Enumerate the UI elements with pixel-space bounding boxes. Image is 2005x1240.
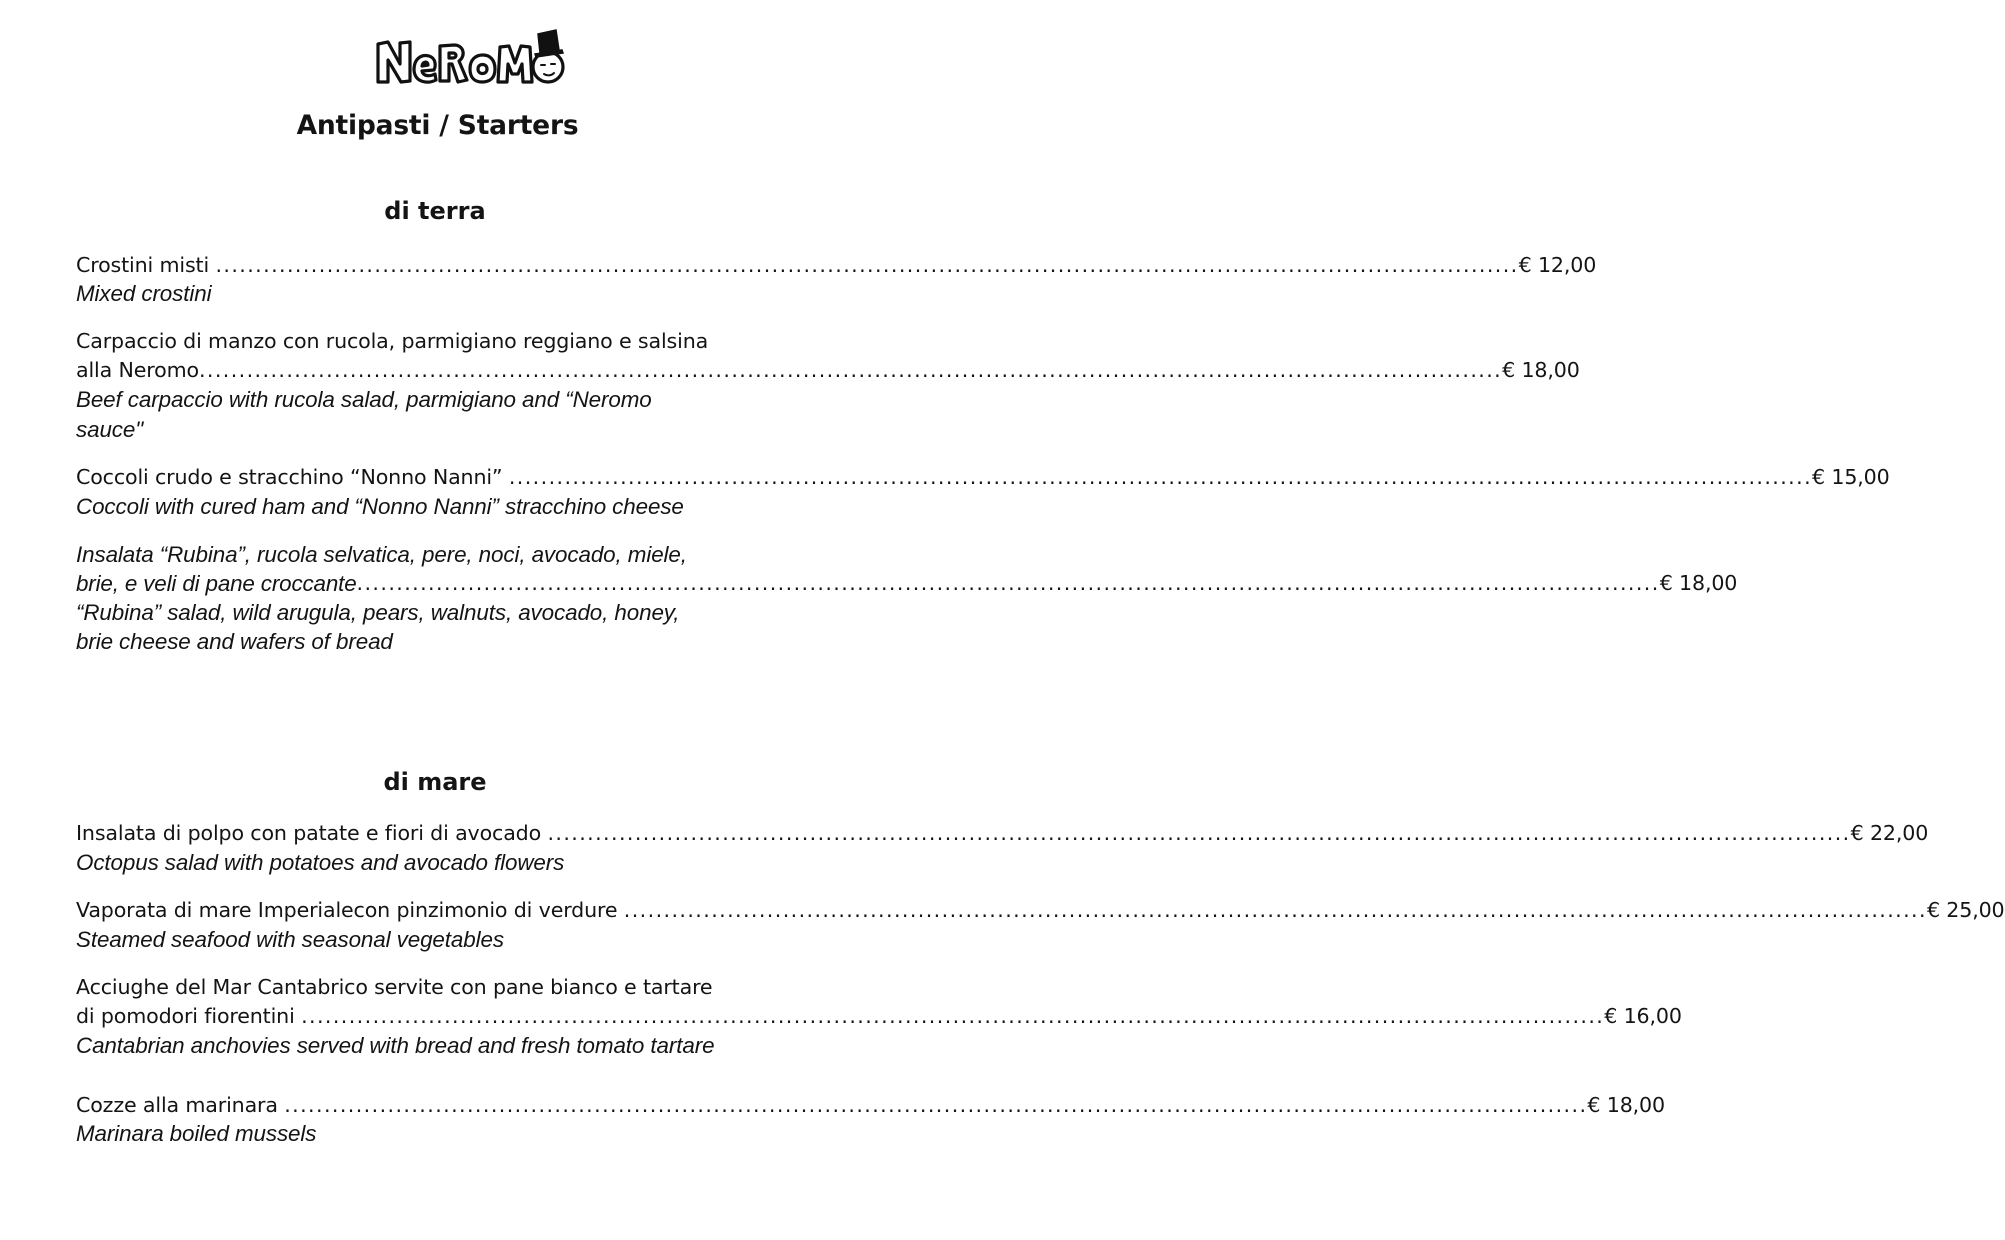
item-translation: “Rubina” salad, wild arugula, pears, walnuts, avocado, honey, (76, 600, 680, 625)
dot-leader: .................................................................................................................................................................... (284, 1093, 1588, 1117)
dot-leader: .................................................................................................................................................................... (547, 821, 1851, 845)
item-translation: Octopus salad with potatoes and avocado flowers (76, 850, 565, 875)
item-translation: Steamed seafood with seasonal vegetables (76, 927, 504, 952)
item-price: € 18,00 (1502, 358, 1580, 382)
menu-item-insalata-rubina (76, 571, 1738, 597)
item-price: € 15,00 (1812, 465, 1890, 489)
item-name: Cozze alla marinara (76, 1093, 285, 1117)
item-translation: Beef carpaccio with rucola salad, parmigiano and “Neromo (76, 387, 652, 412)
item-translation: Cantabrian anchovies served with bread and fresh tomato tartare (76, 1033, 715, 1058)
menu-item-coccoli (76, 465, 1890, 489)
dot-leader: .................................................................................................................................................................... (508, 465, 1813, 489)
section-title-di-terra: di terra (384, 197, 486, 225)
item-price: € 18,00 (1587, 1093, 1665, 1117)
item-name: Coccoli crudo e stracchino “Nonno Nanni” (76, 465, 509, 489)
dot-leader: .................................................................................................................................................................... (623, 898, 1927, 922)
menu-item-crostini-misti (76, 253, 1597, 277)
menu-item-cozze (76, 1093, 1665, 1117)
neromo-logo (372, 26, 572, 88)
dot-leader: .................................................................................................................................................................... (301, 1004, 1605, 1028)
dot-leader: .................................................................................................................................................................... (356, 571, 1660, 595)
item-name: Acciughe del Mar Cantabrico servite con pane bianco e tartare (76, 975, 713, 999)
dot-leader: .................................................................................................................................................................... (198, 358, 1503, 382)
item-price: € 22,00 (1850, 821, 1929, 845)
item-translation: sauce" (76, 417, 144, 442)
menu-item-insalata-polpo (76, 821, 1929, 845)
item-name: di pomodori fiorentini (76, 1004, 302, 1028)
page-title: Antipasti / Starters (296, 110, 579, 141)
item-price: € 25,00 (1926, 898, 2005, 922)
item-name: Crostini misti (76, 253, 216, 277)
item-name: Carpaccio di manzo con rucola, parmigiano reggiano e salsina (76, 329, 709, 353)
item-name: Vaporata di mare Imperialecon pinzimonio di verdure (76, 898, 624, 922)
item-translation: Coccoli with cured ham and “Nonno Nanni” stracchino cheese (76, 494, 684, 519)
item-name: Insalata “Rubina”, rucola selvatica, pere, noci, avocado, miele, (76, 542, 687, 567)
item-name: brie, e veli di pane croccante (76, 571, 357, 596)
item-price: € 12,00 (1518, 253, 1597, 277)
item-translation: brie cheese and wafers of bread (76, 629, 393, 654)
item-name: Insalata di polpo con patate e fiori di avocado (76, 821, 548, 845)
section-title-di-mare: di mare (383, 768, 487, 796)
menu-item-acciughe (76, 1004, 1682, 1028)
item-name: alla Neromo (76, 358, 199, 382)
dot-leader: .................................................................................................................................................................... (215, 253, 1519, 277)
item-translation: Mixed crostini (76, 281, 212, 306)
item-price: € 16,00 (1604, 1004, 1682, 1028)
item-translation: Marinara boiled mussels (76, 1121, 317, 1146)
menu-item-carpaccio (76, 358, 1580, 382)
item-price: € 18,00 (1659, 571, 1738, 595)
menu-item-vaporata (76, 898, 2005, 922)
